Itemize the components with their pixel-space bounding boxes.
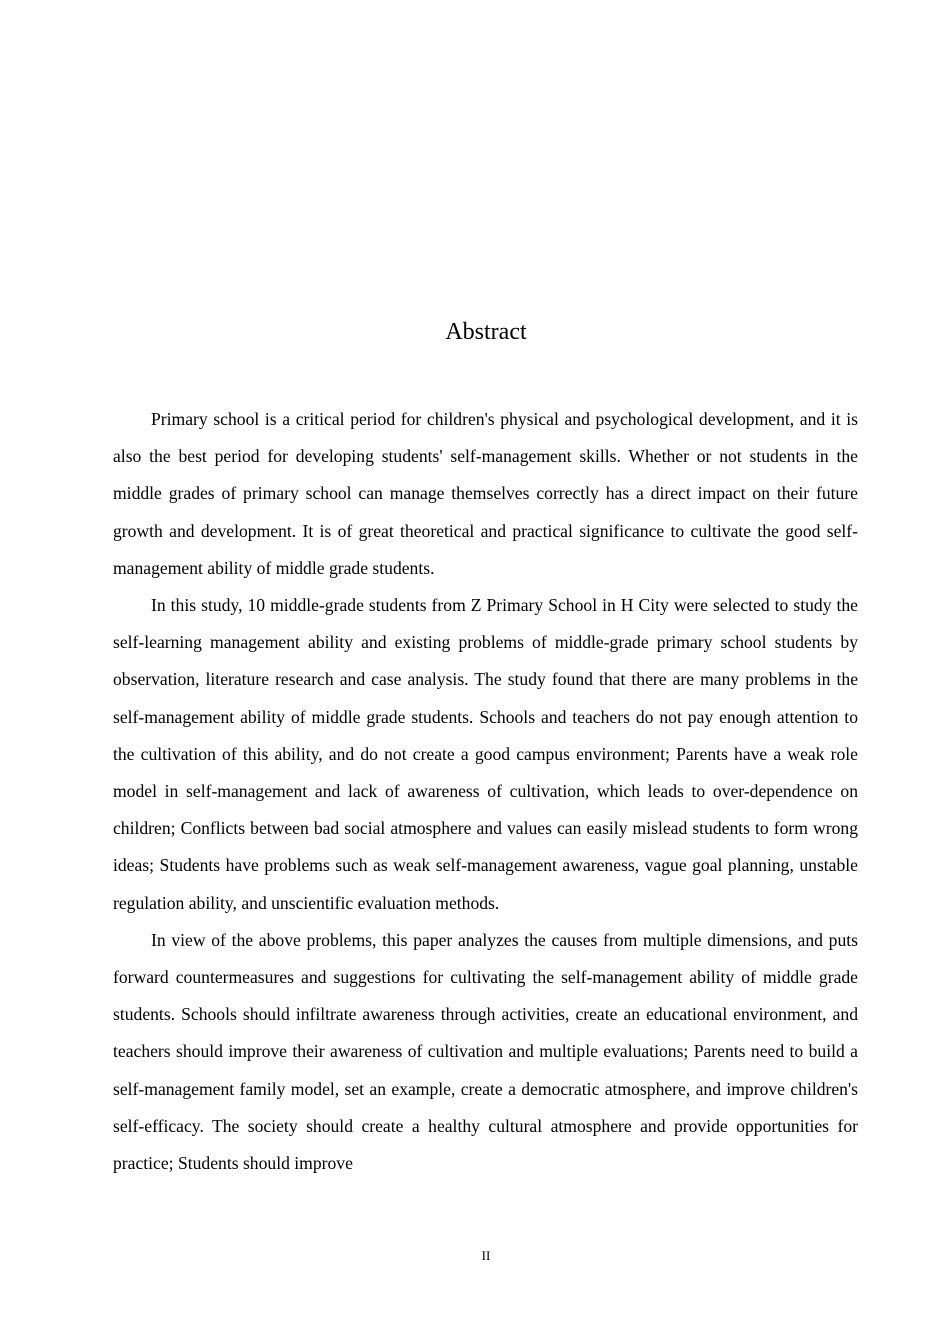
abstract-body [113,401,858,1182]
page-number: II [481,1248,491,1263]
page-title: Abstract [445,319,527,345]
abstract-paragraph-2: In this study, 10 middle-grade students from Z Primary School in H City were selected to study the self-learning management ability and existing problems of middle-grade primary school students by observation, literature research and case analysis. The study found that there are many problems in the self-management ability of middle grade students. Schools and teachers do not pay enough attention to the cultivation of this ability, and do not create a good campus environment; Parents have a weak role model in self-management and lack of awareness of cultivation, which leads to over-dependence on children; Conflicts between bad social atmosphere and values can easily mislead students to form wrong ideas; Students have problems such as weak self-management awareness, vague goal planning, unstable regulation ability, and unscientific evaluation methods. [113,595,858,913]
abstract-paragraph-1: Primary school is a critical period for children's physical and psychological development, and it is also the best period for developing students' self-management skills. Whether or not students in the middle grades of primary school can manage themselves correctly has a direct impact on their future growth and development. It is of great theoretical and practical significance to cultivate the good self-management ability of middle grade students. [113,409,858,578]
abstract-paragraph-3: In view of the above problems, this paper analyzes the causes from multiple dimensions, and puts forward countermeasures and suggestions for cultivating the self-management ability of middle grade students. Schools should infiltrate awareness through activities, create an educational environment, and teachers should improve their awareness of cultivation and multiple evaluations; Parents need to build a self-management family model, set an example, create a democratic atmosphere, and improve children's self-efficacy. The society should create a healthy cultural atmosphere and provide opportunities for practice; Students should improve [113,929,858,1174]
